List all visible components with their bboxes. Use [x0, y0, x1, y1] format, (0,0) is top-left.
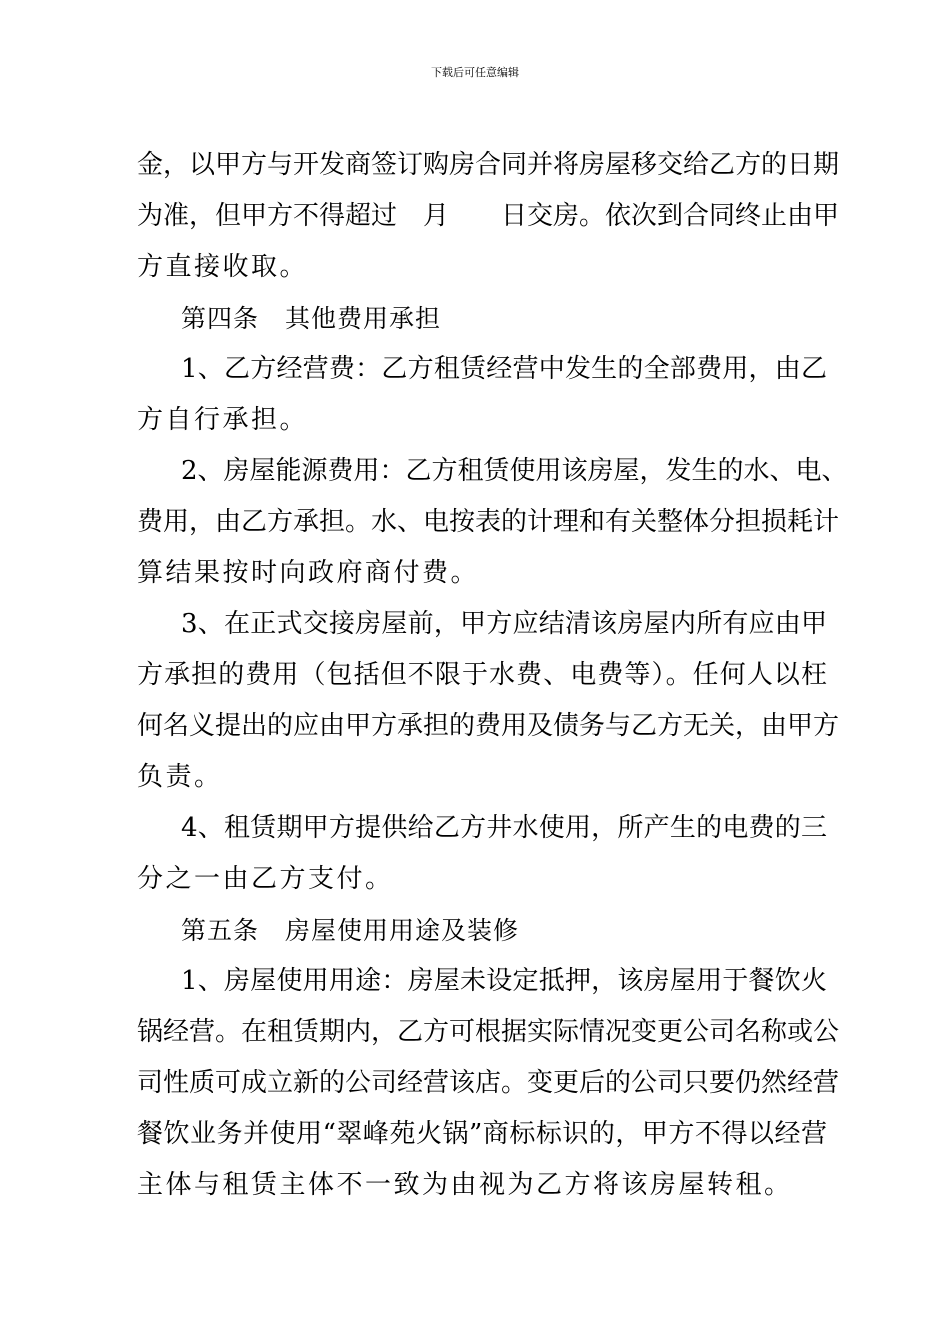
body-line: 餐饮业务并使用“翠峰苑火锅”商标标识的，甲方不得以经营 — [137, 1119, 827, 1149]
body-line: 何名义提出的应由甲方承担的费用及债务与乙方无关，由甲方 — [137, 711, 840, 741]
body-line: 1、乙方经营费：乙方租赁经营中发生的全部费用，由乙 — [181, 354, 827, 384]
body-line: 方承担的费用（包括但不限于水费、电费等）。任何人以枉 — [137, 660, 827, 690]
document-body — [137, 140, 848, 1211]
body-line: 为准，但甲方不得超过 月 日交房。依次到合同终止由甲 — [137, 201, 840, 231]
body-line: 负责。 — [137, 762, 223, 792]
body-line: 司性质可成立新的公司经营该店。变更后的公司只要仍然经营 — [137, 1068, 840, 1098]
body-line: 1、房屋使用用途：房屋未设定抵押，该房屋用于餐饮火 — [181, 966, 827, 996]
body-line: 方自行承担。 — [137, 405, 309, 435]
article-heading-4: 第四条 其他费用承担 — [181, 304, 442, 333]
body-line: 金，以甲方与开发商签订购房合同并将房屋移交给乙方的日期 — [137, 150, 840, 180]
page-header: 下载后可任意编辑 — [431, 66, 519, 79]
body-line: 锅经营。在租赁期内，乙方可根据实际情况变更公司名称或公 — [137, 1017, 840, 1047]
body-line: 4、租赁期甲方提供给乙方井水使用，所产生的电费的三 — [181, 813, 827, 843]
article-heading-5: 第五条 房屋使用用途及装修 — [181, 916, 520, 945]
body-line: 2、房屋能源费用：乙方租赁使用该房屋，发生的水、电、 — [181, 456, 848, 486]
body-line: 分之一由乙方支付。 — [137, 864, 394, 894]
body-line: 方直接收取。 — [137, 252, 309, 282]
body-line: 算结果按时向政府商付费。 — [137, 558, 480, 588]
body-line: 主体与租赁主体不一致为由视为乙方将该房屋转租。 — [137, 1170, 793, 1200]
body-line: 费用，由乙方承担。水、电按表的计理和有关整体分担损耗计 — [137, 507, 840, 537]
body-line: 3、在正式交接房屋前，甲方应结清该房屋内所有应由甲 — [181, 609, 827, 639]
